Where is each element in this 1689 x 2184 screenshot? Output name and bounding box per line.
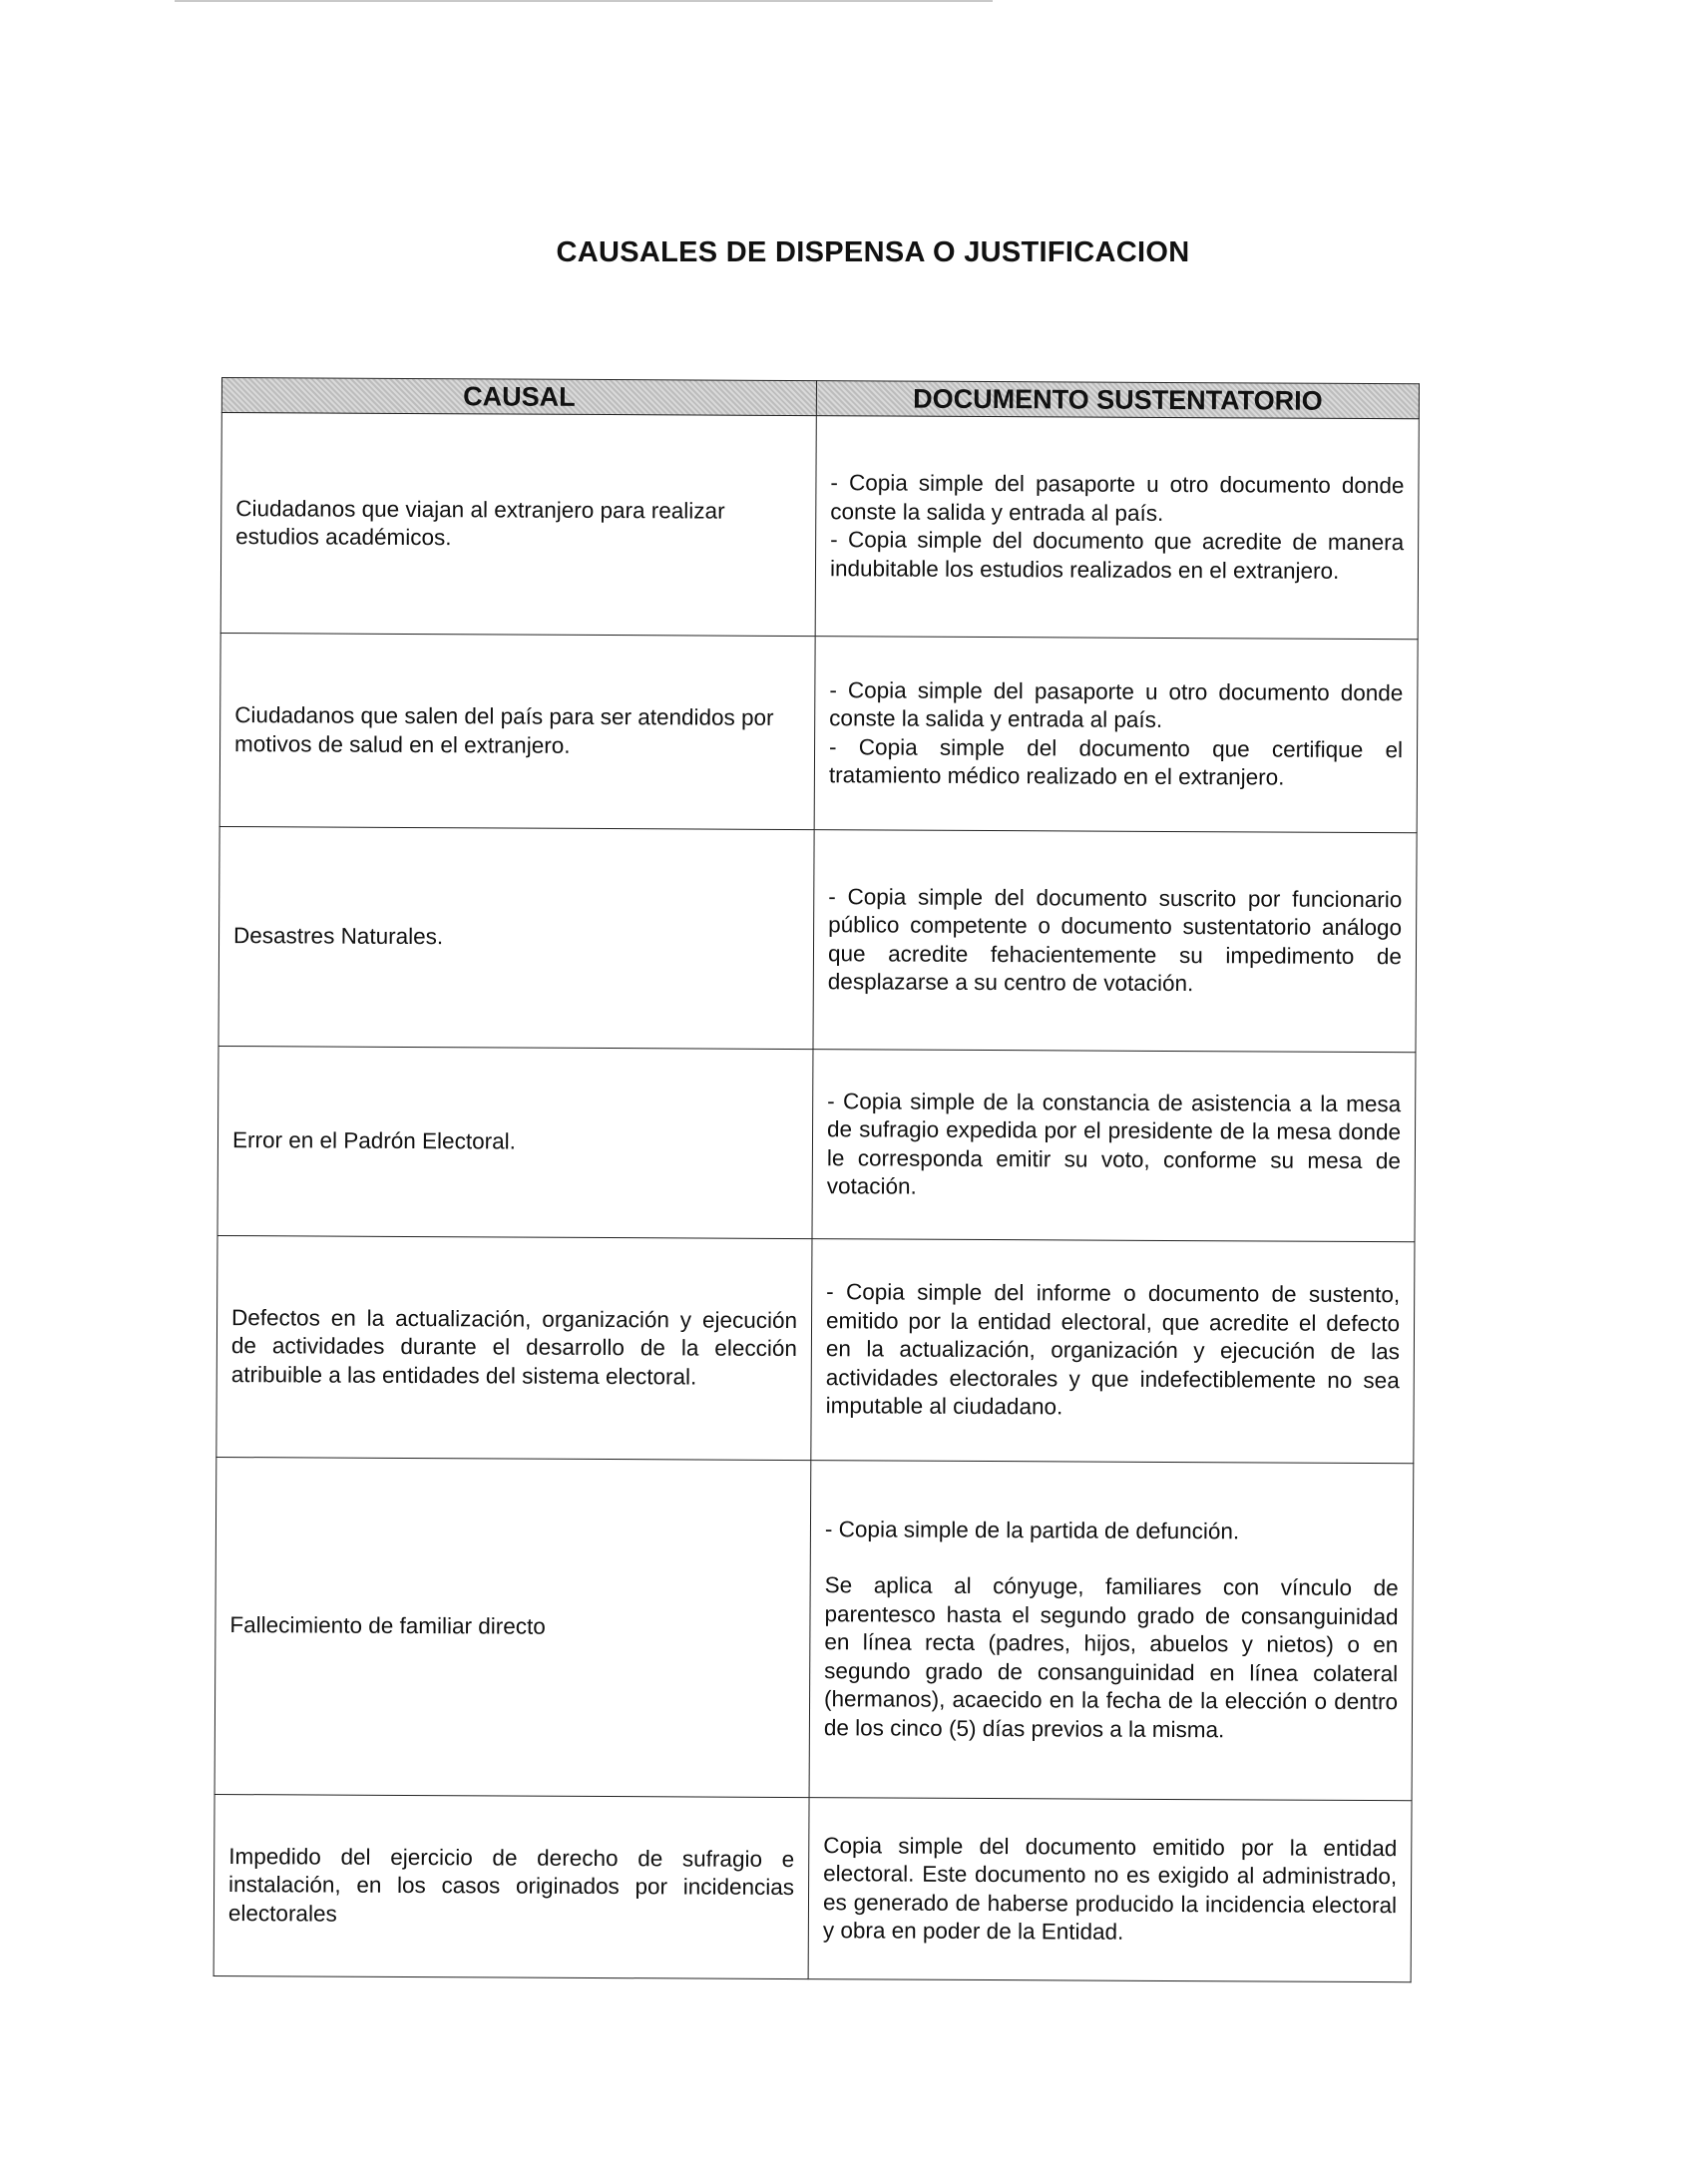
- documento-cell: [808, 1798, 1412, 1982]
- documento-cell: [813, 830, 1417, 1053]
- causal-cell: [220, 413, 816, 637]
- table-row: [213, 1794, 1412, 1981]
- causal-text: Ciudadanos que salen del país para ser atendidos por motivos de salud en el extranjero.: [234, 702, 774, 758]
- documento-cell: [814, 637, 1418, 833]
- causal-text: Defectos en la actualización, organización y ejecución de actividades durante el desarrollo de la elección atribuible a las entidades del sistema electoral.: [230, 1304, 798, 1390]
- documento-cell: [812, 1050, 1416, 1242]
- documento-cell: [811, 1239, 1415, 1464]
- documento-cell: [809, 1461, 1414, 1801]
- causal-cell: [216, 1235, 812, 1460]
- header-causal: CAUSAL: [221, 378, 816, 416]
- paragraph-spacer: [825, 1543, 1399, 1574]
- documento-text: - Copia simple del documento que acredite de manera indubitable los estudios realizados en el extranjero.: [829, 527, 1405, 584]
- causal-text: Impedido del ejercicio de derecho de sufragio e instalación, en los casos originados por incidencias electorales: [227, 1843, 795, 1927]
- documento-text: - Copia simple de la partida de defunción.: [824, 1516, 1240, 1544]
- documento-text: Se aplica al cónyuge, familiares con vínculo de parentesco hasta el segundo grado de consanguinidad en línea recta (padres, hijos, abuelos y nietos) o en segundo grado de consanguinidad en línea colateral (hermanos), acaecido en la fecha de la elección o dentro de los cinco (5) días previos a la misma.: [823, 1572, 1399, 1743]
- causales-table: [213, 377, 1420, 1982]
- table-row: [218, 826, 1417, 1052]
- documento-text: - Copia simple del informe o documento de sustento, emitido por la entidad electoral, que acredite el defecto en la actualización, organización y ejecución de las actividades electorales y que indefectiblemente no sea imputable al ciudadano.: [825, 1279, 1401, 1420]
- table-row: [219, 633, 1418, 832]
- causal-text: Error en el Padrón Electoral.: [231, 1127, 516, 1154]
- table-row: [216, 1235, 1415, 1463]
- causal-text: Ciudadanos que viajan al extranjero para realizar estudios académicos.: [235, 495, 725, 551]
- documento-text: Copia simple del documento emitido por la entidad electoral. Este documento no es exigido al administrado, es generado de haberse producido la incidencia electoral y obra en poder de la Entidad.: [822, 1832, 1398, 1945]
- documento-text: - Copia simple de la constancia de asistencia a la mesa de sufragio expedida por el presidente de la mesa donde le corresponda emitir su voto, conforme su mesa de votación.: [826, 1088, 1402, 1199]
- table-row: [214, 1457, 1414, 1800]
- causal-cell: [219, 633, 815, 829]
- documento-text: - Copia simple del pasaporte u otro documento donde conste la salida y entrada al país.: [830, 470, 1405, 526]
- causal-cell: [218, 826, 814, 1049]
- table-row: [220, 413, 1419, 640]
- causal-text: Fallecimiento de familiar directo: [229, 1612, 546, 1639]
- table-row: [217, 1046, 1416, 1241]
- documento-text: - Copia simple del pasaporte u otro documento donde conste la salida y entrada al país.: [829, 676, 1404, 732]
- documento-text: - Copia simple del documento suscrito por funcionario público competente o documento sustentatorio análogo que acredite fehacientemente su impedimento de desplazarse a su centro de votación.: [827, 883, 1403, 997]
- header-documento-sustentatorio: DOCUMENTO SUSTENTATORIO: [816, 381, 1419, 419]
- documento-text: - Copia simple del documento que certifique el tratamiento médico realizado en el extranjero.: [828, 733, 1404, 790]
- scan-top-edge-line: [175, 0, 993, 2]
- document-title: CAUSALES DE DISPENSA O JUSTIFICACION: [556, 236, 1190, 268]
- documento-cell: [815, 416, 1419, 640]
- causal-cell: [217, 1046, 813, 1238]
- causal-cell: [213, 1794, 809, 1978]
- causal-text: Desastres Naturales.: [233, 923, 444, 950]
- causal-cell: [214, 1457, 811, 1797]
